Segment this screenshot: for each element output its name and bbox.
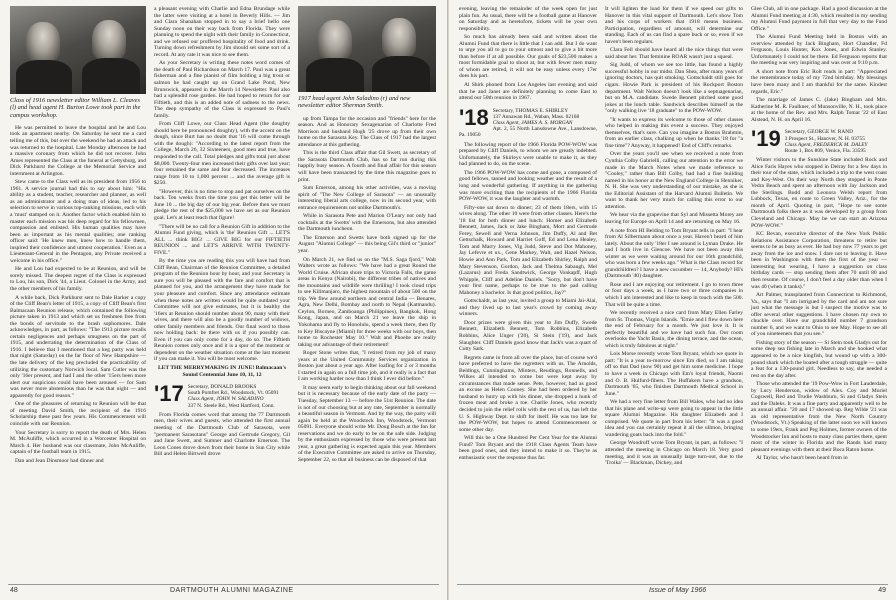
paragraph: On March 21, we find us on the "M.S. Saga fjord," Walt Walters wrote as follows: "We have had a great Round the World Cruise. African shore trips to Victoria Falls, the game areas in Kenya (Nairobi), the different tribes of natives and the mountains and wildlife were thrilling! I took cloud trips to see Kilimanjaro, the highest mountain of about 500 on the trip. We flew around northern and central India — Benares, Agra, New Delhi, Bombay and north to Nepal (Katmandu). Ceylon, Borneo, Zamboanga (Philippines), Bangkok, Hong Kong, Japan, and on March 21 we leave the ship in Yokohama and fly to Honolulu, spend a week there, then fly to Key Biscayne (Miami) for three weeks with our boys, then home to Rochester May 10." Walt and Phoebe are really taking our advantage of their retirement!	[298, 256, 436, 348]
left-column-3	[298, 6, 436, 566]
right-column-2	[605, 6, 743, 566]
paragraph: It will lighten the load for them if we speed our gifts to Hanover in this vital support of Dartmouth. Let's show Tom and his corps of workers that 1918 means business. Participation, regardless of amount, will determine our standing. Each of us can find a spare buck or so, even if we haven't been regulars.	[605, 6, 743, 45]
paragraph: We hear via the grapevine that Syl and Missetta Morey are leaving for Europe on April 14 and are returning on May 16.	[605, 212, 743, 225]
secretary-line: Secretary, THOMAS E. SHIRLEY	[492, 107, 569, 114]
paragraph: Over the years you'll see when we received a note from Cynthia Colby Gabrielli, calling our attention to the error we made in the March Notes when we made reference to "Cooley," rather than Bill Colby, had had a fine building named in his honor at the New England College in Henniker, N. H. She was very understanding of our mistake, as she is the Editorial Assistant of the Harvard Alumni Bulletin. We want to thank her very much for calling this error to our attention.	[605, 151, 743, 210]
left-column-1	[10, 6, 146, 566]
photo-caption-1916: Class of 1916 newsletter editor William L. Cleaves (l) and head agent H. Burton Lowe took part in the campus workshop.	[10, 97, 141, 119]
secretary-line: Secretary, GEORGE W. RAND	[784, 129, 854, 136]
paragraph: From Cliff Lowe, our Class Head Agent (the doughty should here be pronounced doughty), with the accent on the dough, since Burt has no doubt that '16 will come through with the dough): "According to the latest report from the College, March 26, 32 Sixteeners, good men and true, have responded to the call. Total pledges and gifts total just about $8,000. Twenty-four men increased their gifts over last year; four remained the same and four decreased. The increases range from 10 to 1,000 percent ... and the average gift is $250.	[154, 121, 290, 187]
class-number: '17	[154, 381, 184, 407]
paragraph: A short note from Eric Rolt reads in part: "Appreciated the remembrance today of my 72nd birthday. My blessings have been many and I am thankful for the same. Kindest regards, Eric."	[751, 68, 887, 95]
paragraph: Rose and I are enjoying our retirement. I go to town three or four days a week, as I have two or three companies in which I am interested and like to keep in touch with the 500. That will be quite a time.	[605, 281, 743, 308]
paragraph: Roger Stone writes that, "I retired from my job of many years at the United Community Services organization in Boston just about a year ago. After loafing for 2 or 3 months I started in again on a full time job, and it really is a fact that I am working harder now than I think I ever did before."	[298, 350, 436, 383]
paragraph: Regrets came in from all over the place, but of course we'd have preferred to have the regretters with us. The Arnolds, Beldings, Cunninghams, Minters, Reudings, Ronnells, and Wilkes all intended to come but were kept away by circumstances that made sense. Pete, however, had as good an excuse as Helen Cooney. She had been ordered by her husband to hurry up with his dinner, she dropped a hunk of frozen meat and broke a toe. Charlie Jones, who recently decided to join the relief rolls with the rest of us, has left the U. S. Highway Dept. to shift for itself. He was too late for the POW-WOW, but hopes to attend Commencement or some other day.	[459, 354, 597, 433]
paragraph: Clara Fell should have heard all the nice things that were said about her. That feminine ROAR wasn't just a squeal.	[605, 47, 743, 60]
paragraph: One of the pleasures of returning to Reunion will be that of meeting David Smith, the recipient of the 1916 Scholarship these past few years. His Commencement will coincide with our Reunion.	[10, 401, 146, 427]
paragraph: Lois Morse recently wrote Tom Bryant, which we quote in part: "It is a year to-morrow since Em died, so I am taking off so that Dad (now 90) and get him some medicine. I hope to have a week in Chicago with Em's loyal friends, Naomi and O. B. Hulfurd-fibers. The Huffakers have a grandson, Dartmouth '65, who finishes Dartmouth Medical School in June."	[605, 351, 743, 397]
secretary-address: 137 Annawan Rd., Waban, Mass. 02168	[492, 113, 580, 120]
paragraph: up from Tampa for the occasion and "friends" here for the season. And as Honorary Sexagenarian of Charlotte Fred Morrison and husband Hugh '25 drove up from their own home on the Sarasota Key. The Class of 1917 had the largest attendance at this gathering.	[298, 115, 436, 148]
class-agent-address: 337 N. Steele Rd., West Hartford, Conn.	[187, 402, 275, 409]
paragraph: "However, this is no time to stop and pat ourselves on the back. Ten weeks from the time you get this letter will be June 10 ... the big day of our big year. Before then we must pledge the rest of the $25,000 we have set as our Reunion goal. Let's at least reach that figure!	[154, 188, 290, 221]
paragraph: The following report of the 1966 Florida POW-WOW was prepared by Cliff Daniels, to whom we are greatly indebted. Unfortunately, the Shirleys were unable to make it, as they had planned to do, on the scene.	[459, 141, 597, 168]
photo-1917-agents	[298, 6, 436, 92]
paragraph: While in Sarasota Pete and Marion O'Leary not only had cocktails at the Swetts' with the Emersons, but also attended the Dartmouth luncheon.	[298, 213, 436, 233]
class-number: '19	[751, 126, 781, 152]
paragraph: From Florida comes word that among the 77 Dartmouth men, their wives and guests, who attended the first annual meeting of the Dartmouth Club of Sarasota, were "permanent Sarasotans" George and Gertrude Gregory, Gil and Jane Swett, and Sumner and Charlotte Emerson. The Leon Cones drove down from their home in Sun City while Bill and Helen Birtwell drove	[154, 411, 290, 458]
paragraph: a pleasant evening with Charlie and Edna Brundage while the latter were visiting at a hotel in Beverly Hills. — Jim and Clara Shanahan stopped in to say a brief hello one Sunday noon on their way back from Florida. They were planning to spend the night with their family in Connecticut, and we refused our proffered hospitality of food and drink. Turning down refreshment by Jim should set some sort of a record. At any rate it was nice to see them.	[154, 6, 290, 58]
class-agent-address: Route 1, Box 809, Venice, Fla. 33595	[784, 147, 866, 154]
photo-caption-1917: 1917 head agent John Saladino (r) and new newsletter editor Sherman Smith.	[298, 95, 411, 110]
footer-rule	[457, 584, 888, 585]
secretary-line: Secretary, DONALD BROOKS	[187, 384, 257, 391]
paragraph: Will this be a One Hundred Per Cent Year for the Alumni Fund? Tom Bryant and the 1918 Class Agents Team have been good ones, and they intend to make it so. They're as enthusiastic over the response thus far.	[459, 435, 597, 461]
class-agent-line: Class Agent, FREDERICK M. DALEY	[784, 141, 868, 148]
paragraph: He was permitted to leave the hospital and he and Lou took an apartment nearby. On Saturday he sent me a card telling me of this, but over the weekend he had an attack and was returned to the hospital. Late Monday afternoon he had a massive coronary from which he did not recover. John Ames represented the Class at the funeral at Gettysburg, and Dick Parkhurst the College at the Memorial Service and internment at Arlington.	[10, 124, 146, 177]
paragraph: We had a very fine letter from Bill Wales, who had no idea that his plane and write-up were going to appear in the little square Alumni Magazine. His daughter Elizabeth and I comprised. We quote in part from his letter: "It was a good idea and you can certainly repeat it all the ullmon, bringing wandering goats back into the fold."	[605, 399, 743, 438]
paragraph: Dan and Jean Dinsmoor had dinner and	[15, 457, 104, 464]
paragraph: George Woodruff wrote Tom Bryant, in part, as follows: "I attended the meeting in Chicago on March 18. Very good meeting, and it was an unusually large turn-out, due to the 'Troika' — Blackman, Dickey, and	[605, 440, 743, 467]
paragraph: As your Secretary is writing these notes word comes of the death of Paul Richardson on March 17. Paul was a great fisherman and a fine pianist of film holding a big trout or salmon he had caught up on Grand Lake Pond, New Brunswick, appeared in the March 14 Newsletter. Paul also had a splendid rose garden. He had hoped to return for our Fiftieth, and this is an added note of sadness to the news. The deep sympathy of the Class is expressed to Paul's family.	[154, 60, 290, 119]
paragraph: Sum Emerson, among his other activities, was a moving spirit of "The New College of Sarasota" — an unusually interesting liberal arts college, now in its second year, with entrance requirements not unlike Dartmouth's.	[298, 185, 436, 211]
paragraph: "It wants to express its welcome to those of other classes who helped in making this event a success. They enjoyed themselves, that's sure. Can you imagine a Boston Brahmin, from an earlier class, chalking up when he thanks '18 for "a fine time"? Anyway, it happened! End of Cliff's remarks.	[605, 116, 743, 149]
paragraph: The Emerson and Swetts have both signed up for the August "Alumni College" — this being Gil's third or "junior" year.	[298, 234, 436, 254]
right-page	[448, 0, 896, 600]
paragraph: evening, leaving the remainder of the week open for just plain fun. As usual, there will be a football game at Hanover on Saturday and as heretofore, tickets will be your own responsibility.	[459, 6, 597, 32]
class-heading-1918	[459, 104, 597, 139]
paragraph: "There will be no call for a Reunion Gift in addition to the Alumni Fund giving, which is 'the' Reunion Gift ... LET'S ALL ... think BIG! ... GIVE BIG for our FIFTIETH REUNION ... and LET'S ARRIVE WITH TWENTY-FIVE."	[154, 223, 290, 256]
paragraph: The Alumni Fund Meeting held in Boston with an overview attended by Jack Bingham, Hort Chandler, Fd Ferguson, Louis Hunter, Kox Jones, and Edwin Stanley. Unfortunately I could not be there. Ed Ferguson reports that the meeting was very inspiring and was over at 9:10 p.m.	[751, 34, 887, 67]
paragraph: The marriage of James C. (Jake) Bingham and Mrs. Katherine M. R. Faulkner, of Munsonville, N. H., took place at the home of the Rev. and Mrs. Ralph Tomar '22 of East Alstead, N. H. on April 16.	[751, 97, 887, 123]
paragraph: Al Taylor, who hasn't been heard from in	[756, 455, 848, 462]
paragraph: Door prizes were given this year to Jim Duffy, Swede Bennett, Elizabeth Bennett, Tom Robbins, Elizabeth Robbins, Alice Unger ('20), Si Stein ('19), and Jack Slaughter. Cliff Daniels good know that Jack's was a quart of Cutty Sark.	[459, 319, 597, 353]
paragraph: It may seem early to begin thinking about our fall weekend but it is necessary because of the early date of the party — Tuesday, September 13 — before the 51st Reunion. The date is not of our choosing but at any rate, September is normally a beautiful season in Vermont. And by the way, the party will again be held at the Woodstock Inn, Woodstock, Vermont 05091. Everyone should write Mr. Doug Bosch at the Inn for reservations and we do early to be on the safe side. Judging by the enthusiasm expressed by those who were present last year, a great gathering is expected again this year. Members of the Executive Committee are asked to arrive on Thursday, September 22, so that all business can be disposed of that	[298, 384, 436, 463]
paragraph: So much has already been said and written about the Alumni Fund that there is little that I can add. But I do want to urge you all to go to your utmost and to give a bit more than before if at all possible. Our goals of $23,500 makes a most formidable goal to shoot at, but with fewer men many of whom are retired, it will not be easy unless every 17er does his part.	[459, 34, 597, 80]
paragraph: Art Palmer, transplanted from Connecticut to Richmond, Va., says that "I am intrigued by the card and am not sure just what the message is but I suspect the motive was to offer several other suggestions. I have chosen my own to chuckle over. Have our grandchild number 7 grandson number 6, and we want to Ohio to see May. Hope to see all of you nineteeners that you see."	[751, 292, 887, 338]
class-agent-line: Class Agent, JOHN W. SALADINO	[187, 396, 264, 403]
page-number-right: 49	[878, 587, 886, 594]
paragraph: Fifty-one sat down to dinner; 23 of them 18ers, with 15 wives along. The other 10 were from other classes. Here's the '18 list for both dinner and lunch: Homer and Elizabeth Bennett, James, Jack or Jake Bingham, Mort and Gertrude Ferey, Sewell and Verna Johnson, Jim Duffy, Al and Bet Gettschalk, Howard and Harriet Goff, Ed and Lena Healey, Tom and Marry Jones, Vig Judd, Steve and Dot Mahoney, Jay Lefevre et ux., Gene Markey, Walt, and Hazel Nelson, Howie and Ann Park, Tom and Elizabeth Shirley, Ralph and Mary Stevenson, Gordon, Jack and Thelma Sabaugh, Mel (Lazarus) and Freda Sandtwick, George Vonkapff, Hugh Whipple, Cliff and Adeline Daniels. "Sorry, but don't have your first name, perhaps to be true to the pad calling Mahoney a bachelor. Is that good politics, Jay?"	[459, 204, 597, 296]
class-heading-1919	[751, 126, 887, 154]
paragraph: This is the third Class affair that Gil Swett, as secretary of the Sarasota Dartmouth Club, has so far run during this happily busy season. A fourth and final affair for this season will have been transacted by the time this magazine goes to print.	[298, 150, 436, 183]
paragraph: By the time you are reading this you will have had from Cliff Bean, Chairman of the Reunion Committee, a detailed program of the Reunion hour by hour, and your Secretary is sure you will be pleased with the fare and comfort that is planned for you, and the arrangement they have made for your pleasure and comfort. Since any attendance estimate when these notes are written would be quite outdated your Committee will not give estimates, but it is healthy the '16ers at Reunion should number about 90, many with their wives, and there will also be a goodly number of widows, other family members and friends. Our final word to those now holding back: be there with us if you possibly can. Even if you can only come for a day, do so. The Fiftieth Reunion comes only once and it is a spur of the moment or dependent on the weather situation come at the last moment if you can make it. You will be most welcome.	[154, 258, 290, 363]
paragraph: Stew came to the Class well as its president from 1956 to 1961. A service journal had this to say about him: "His ability as a student, teacher, researcher and planner, as well as an administrator and a doing man of ideas, led to his selection to serve in various top-ranking missions, each with a 'must' stamped on it. Another factor which enabled him to master each mission was his deep regard for his fellowmen, compassion and enlisted. His human qualities may have been as important as his mental qualities; one ranking officer said: 'He knew men, knew how to handle them, inspired their confidence and utmost cooperation.' Even as a Lieutenant-General in the Pentagon, any Private received a welcome in his office."	[10, 179, 146, 264]
paragraph: Al Shirk phoned from Los Angeles last evening and said that he and Janet are definitely planning to come East to attend our 50th reunion in 1967.	[459, 82, 597, 102]
paragraph: Your Secretary is sorry to report the death of Mrs. Helen M. McAuliffe, which occurred in a Worcester Hospital on March 4. Her husband was our classmate, John McAuliffe, captain of the football team in 1915.	[10, 429, 146, 456]
issue-date-footer: Issue of May 1966	[649, 587, 707, 594]
secretary-address: South Pomfret Rd., Woodstock, Vt. 05091	[187, 390, 279, 397]
class-agent-line: Class Agent, JAMES A. S. MORGAN	[492, 120, 573, 127]
paragraph: A while back, Dick Parkhurst sent to Dale Barker a copy of the Cliff Bean's letter of 1915, a copy of Cliff Bean's first Balmacaan Reunion release, which contained the following picture taken in 1913 and which set us freshmen free from the bonds of servitude to the brash sophomores. Dale acknowledges, in part, as follows: "The 1913 picture recalls certain negligences and perhaps smugness on the part of 1915, and underrating the determination of the Class of 1916. I believe that I mentioned that a keg party was held that night (Saturday) on the far floor of New Hampshire — the late delivery of the keg precluded the practicability of utilizing the customary Norwich local. Sam Cutler was the only '16er present, and had I and the other '15ers been more alert our suspicions could have been aroused — for Sam was never more abstemious than he was that night — and apparently for good reason."	[10, 294, 146, 399]
paragraph: Glee Club, all in one package. Had a good discussion at the Alumni Fund meeting at 4:30, which resulted in my sending my Alumni Fund payment in full that very day to the Fund Office."	[751, 6, 887, 32]
paragraph: A note from HI Belding to Tom Bryant tells in part: "I hear from Al Silbermann about once a year. Haven't heard of him lately. About the only '18er I see around is Lyman Drake. He and I both live in Glencoe. We have not been away this winter as we were waiting around for our 16th grandchild, who was born a few weeks ago." What is the Class record for grandchildren? I have a new cucumber — 14, Anybody? HI's (Dartmouth '40) daughter.	[605, 227, 743, 280]
paragraph: Winter visitors to the Sunshine State included Rock and Alice Faris Hayes who stopped in Delray for a few days in their tour of the state, which included a trip to the west coast and Key-West. On their way North they stopped in Ponte Vedra Beach and spent an afternoon with Jay Jackson and the Sterlings. Budd and Leonora Welsh report from Lubbock, Texas, en route to Green Valley, Ariz., for the month of April. Quoting in part, "Hope to see some Dartmouth folks there as it was developed by a group from Cleveland and Chicago. May be we can start an Arizona POW-WOW."	[751, 157, 887, 229]
paragraph: He and Lou had expected to be at Reunion, and will be sorely missed. The deepest regret of the Class is expressed to Lou, his son, Dick '44, a Lieut. Colonel in the Army, and the other members of his family.	[10, 266, 146, 293]
right-column-1	[459, 6, 597, 566]
paragraph: We recently received a nice card from Mary Ellen Farley from St. Thomas, Virgin Islands. "Ernie and I flew down here the end of February for a month. We just love it. It is perfectly beautiful and we have had such fun. Our room overlooks the Yacht Basin, the dining terrace, and the ocean, which is truly fabulous at night."	[605, 310, 743, 349]
page-number-left: 48	[10, 587, 18, 594]
paragraph: Fishing story of the season — Si Stein took Gladys out for some deep sea fishing late in March and she hooked what appeared to be a nice kingfish, but wound up with a 300-pound shark which the boated after a tough struggle — quite a feat for a 130-pound girl. Needless to say, she needed a rest on the day after.	[751, 339, 887, 379]
paragraph: Those who attended the '19 Pow-Wow in Fort Lauderdale, by Lucy Henderson, widow of Alex. Coy and Muriel Cogswell, Red and Trudie Washburn, Si and Gladys Stein and the Daleks. It was a fine party and apparently well to be an annual affair. "20 and 17 showed up. Reg Wilde '21 was an old representative from the New North Country (Woodstock, Vt.) Speaking of the latter soon we will known to some 19ers, Frank and Peg Holmes, former owners of the Woodstocker Inn and hosts to many class parties there, spent most of the winter in Florida and the Rands had many pleasant evenings with them at their Boca Raton home.	[751, 381, 887, 453]
footer-rule	[8, 584, 439, 585]
class-agent-address: Apt. 2, 55 North Lansdowne Ave., Lansdowne, Pa. 19050	[459, 126, 597, 139]
right-column-3	[751, 6, 887, 566]
class-number: '18	[459, 104, 489, 130]
class-heading-1917	[154, 381, 290, 409]
photo-1916-workshop	[10, 6, 146, 94]
reunion-slogan: LET THE MERRYMAKING IN JUNE! Balmacaan's Sound Centennial June 10, 11, 12	[157, 364, 287, 378]
secretary-address: 3 Prospect St., Hanover, N. H. 03755	[784, 135, 865, 142]
magazine-title-footer: DARTMOUTH ALUMNI MAGAZINE	[170, 587, 294, 594]
paragraph: Gottschaldt, as last year, invited a group to Miami Jai-Alai, and they lived up to last year's crowd by coming away winners.	[459, 298, 597, 318]
paragraph: Sig Judd, of whom we see too little, has found a highly successful hobby in our midst. Dan Shea, after many years of ignoring doctors, has quit smoking. Gottschaldt still goes for cigars. Howie Park is president of his Rockport Boston department. Walt Nelson doesn't look like a septuagenarian, but on M.A. candidate. Swede Bennett pitched some good jokes at the lunch table. Sandwick describes himself as the "only walking live '18 graduate" to the POW-WOW.	[605, 62, 743, 115]
left-column-2	[154, 6, 290, 566]
paragraph: KC Bevan, executive director of the New York Public Relations Assistance Corporation, threatens to retire but seems to be as busy as ever. He had boy now 77 years to get away from the ice and snow. I dare not to leaving it. Have been in Washington with them the first of the year — interesting but wearing, I have a suggestion on class birthday cards — stop sending them after 70 until 80 and then resume. Of course, I don't feel a day older than when I was 40 (when it tanks)."	[751, 231, 887, 290]
paragraph: The 1966 POW-WOW has come and gone, a composed of good fellows, tanned and looking weather and the result of a long and wonderful gathering. If anything in the gathering was more exciting than the recipients of the 1966 Florida POW-WOW, it was the laughter and warmth.	[459, 169, 597, 203]
